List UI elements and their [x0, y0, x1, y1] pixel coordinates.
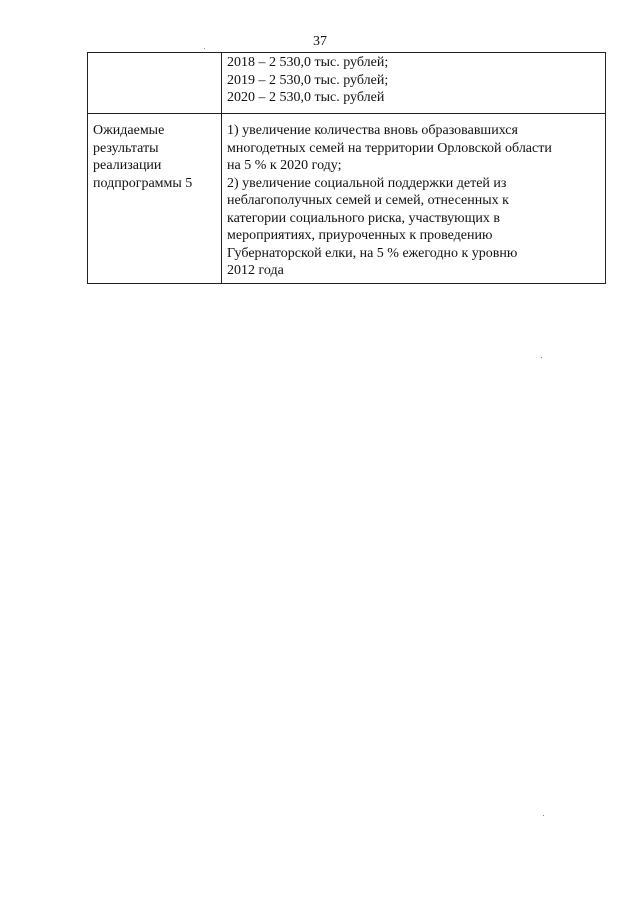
result-line: многодетных семей на территории Орловской области: [227, 140, 552, 156]
row-value-cell: [222, 53, 606, 114]
subprogram-table: [87, 52, 606, 284]
funding-line: 2019 – 2 530,0 тыс. рублей;: [227, 72, 389, 88]
label-line: результаты: [93, 140, 159, 156]
label-line: подпрограммы 5: [93, 175, 193, 191]
result-line: Губернаторской елки, на 5 % ежегодно к уровню: [227, 245, 518, 261]
result-line: 2012 года: [227, 263, 284, 278]
label-line: Ожидаемые: [93, 123, 165, 138]
row-value-cell: [222, 114, 606, 284]
scan-speck: [541, 357, 542, 358]
result-line: мероприятиях, приуроченных к проведению: [227, 228, 493, 243]
funding-line: 2018 – 2 530,0 тыс. рублей;: [227, 55, 389, 70]
table-row: [88, 114, 606, 284]
row-label-cell: [88, 53, 222, 114]
result-line: неблагополучных семей и семей, отнесенных к: [227, 193, 509, 208]
result-line: категории социального риска, участвующих в: [227, 210, 501, 226]
funding-line: 2020 – 2 530,0 тыс. рублей: [227, 90, 385, 105]
result-line: 1) увеличение количества вновь образовавшихся: [227, 123, 518, 138]
scan-speck: [204, 48, 205, 49]
table-row: [88, 53, 606, 114]
scan-speck: [543, 815, 544, 816]
label-line: реализации: [93, 158, 162, 173]
page-number: 37: [313, 34, 327, 49]
row-label-cell: [88, 114, 222, 284]
result-line: 2) увеличение социальной поддержки детей из: [227, 175, 507, 191]
result-line: на 5 % к 2020 году;: [227, 158, 342, 173]
